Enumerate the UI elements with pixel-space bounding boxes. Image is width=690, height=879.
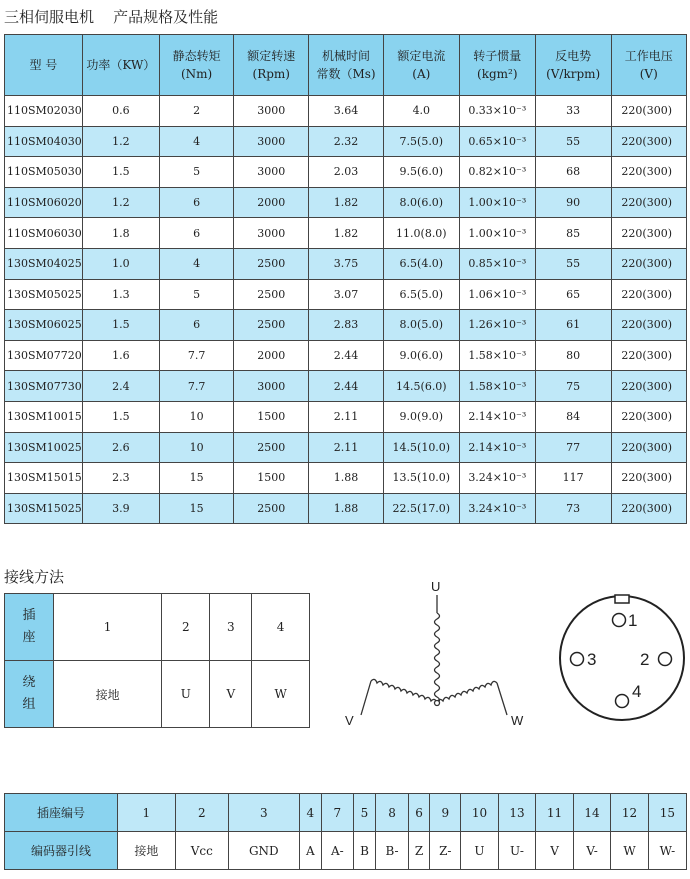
spec-cell: 1.06×10⁻³ xyxy=(459,279,535,310)
spec-cell: 6 xyxy=(159,187,233,218)
wiring-title: 接线方法 xyxy=(4,568,65,586)
spec-cell: 1.3 xyxy=(82,279,159,310)
spec-cell: 2.83 xyxy=(309,310,384,341)
spec-cell: 0.82×10⁻³ xyxy=(459,157,535,188)
spec-row xyxy=(5,187,687,218)
socket-cell: 2 xyxy=(162,594,210,661)
spec-row xyxy=(5,493,687,524)
spec-cell: 6 xyxy=(159,218,233,249)
spec-cell: 3.24×10⁻³ xyxy=(459,493,535,524)
socket-header-char-2: 座 xyxy=(22,630,36,645)
encoder-signal-cell: B xyxy=(353,832,376,870)
spec-cell: 8.0(6.0) xyxy=(383,187,459,218)
spec-cell: 80 xyxy=(535,340,611,371)
spec-cell: 3000 xyxy=(234,218,309,249)
spec-row xyxy=(5,279,687,310)
encoder-pin-cell: 9 xyxy=(430,794,461,832)
spec-header-line: 额定转速 xyxy=(247,49,296,63)
u-coil xyxy=(435,613,440,703)
spec-cell: 13.5(10.0) xyxy=(383,463,459,494)
spec-cell: 3.07 xyxy=(309,279,384,310)
spec-row xyxy=(5,96,687,127)
encoder-signal-cell: V xyxy=(536,832,574,870)
spec-cell: 11.0(8.0) xyxy=(383,218,459,249)
encoder-signal-header: 编码器引线 xyxy=(5,832,118,870)
spec-cell: 220(300) xyxy=(611,126,686,157)
spec-cell: 3.9 xyxy=(82,493,159,524)
spec-cell: 110SM06030 xyxy=(5,218,83,249)
spec-header-line: (Nm) xyxy=(181,67,213,81)
spec-cell: 33 xyxy=(535,96,611,127)
spec-cell: 130SM15025 xyxy=(5,493,83,524)
encoder-pin-cell: 6 xyxy=(408,794,430,832)
spec-header-cell xyxy=(459,35,535,96)
spec-cell: 7.7 xyxy=(159,340,233,371)
spec-row xyxy=(5,218,687,249)
spec-cell: 4 xyxy=(159,126,233,157)
spec-cell: 9.5(6.0) xyxy=(383,157,459,188)
spec-cell: 2 xyxy=(159,96,233,127)
spec-cell: 75 xyxy=(535,371,611,402)
encoder-pin-cell: 15 xyxy=(648,794,686,832)
spec-cell: 1.88 xyxy=(309,463,384,494)
spec-header-line: 机械时间 xyxy=(322,49,371,63)
encoder-pin-header: 插座编号 xyxy=(5,794,118,832)
spec-cell: 1.5 xyxy=(82,401,159,432)
encoder-pin-cell: 4 xyxy=(299,794,321,832)
spec-header-row xyxy=(5,35,687,96)
spec-cell: 130SM05025 xyxy=(5,279,83,310)
v-label: V xyxy=(345,713,354,728)
spec-cell: 15 xyxy=(159,493,233,524)
spec-header-line: 常数（Ms) xyxy=(316,67,376,81)
encoder-signal-cell: A xyxy=(299,832,321,870)
spec-header-cell xyxy=(535,35,611,96)
spec-cell: 3000 xyxy=(234,126,309,157)
wiring-table xyxy=(4,593,310,728)
spec-cell: 1.5 xyxy=(82,157,159,188)
spec-cell: 1.00×10⁻³ xyxy=(459,218,535,249)
spec-cell: 4.0 xyxy=(383,96,459,127)
encoder-pin-row xyxy=(5,794,687,832)
winding-row xyxy=(5,661,310,728)
spec-cell: 3.64 xyxy=(309,96,384,127)
spec-header-line: 额定电流 xyxy=(397,49,446,63)
spec-table xyxy=(4,34,687,524)
star-winding-diagram xyxy=(345,575,545,745)
spec-cell: 14.5(10.0) xyxy=(383,432,459,463)
spec-cell: 3.24×10⁻³ xyxy=(459,463,535,494)
spec-header-line: (kgm²) xyxy=(477,67,518,81)
spec-cell: 130SM10025 xyxy=(5,432,83,463)
spec-header-cell xyxy=(234,35,309,96)
spec-row xyxy=(5,463,687,494)
pin-3-hole xyxy=(571,653,584,666)
spec-cell: 220(300) xyxy=(611,493,686,524)
encoder-pin-cell: 3 xyxy=(228,794,299,832)
spec-cell: 8.0(5.0) xyxy=(383,310,459,341)
encoder-signal-cell: 接地 xyxy=(118,832,176,870)
encoder-pin-cell: 1 xyxy=(118,794,176,832)
spec-cell: 1.8 xyxy=(82,218,159,249)
spec-cell: 1.82 xyxy=(309,187,384,218)
spec-cell: 1.88 xyxy=(309,493,384,524)
spec-cell: 10 xyxy=(159,401,233,432)
spec-cell: 130SM04025 xyxy=(5,248,83,279)
spec-cell: 9.0(9.0) xyxy=(383,401,459,432)
spec-cell: 5 xyxy=(159,157,233,188)
spec-cell: 220(300) xyxy=(611,463,686,494)
spec-cell: 220(300) xyxy=(611,432,686,463)
spec-header-line: 工作电压 xyxy=(624,49,673,63)
socket-cell: 4 xyxy=(252,594,310,661)
encoder-signal-cell: U- xyxy=(498,832,536,870)
spec-cell: 2.44 xyxy=(309,340,384,371)
winding-cell: U xyxy=(162,661,210,728)
spec-cell: 3000 xyxy=(234,96,309,127)
spec-cell: 10 xyxy=(159,432,233,463)
winding-header xyxy=(5,661,54,728)
spec-cell: 110SM04030 xyxy=(5,126,83,157)
spec-cell: 1.58×10⁻³ xyxy=(459,340,535,371)
spec-cell: 2500 xyxy=(234,279,309,310)
encoder-pin-cell: 12 xyxy=(611,794,649,832)
spec-cell: 61 xyxy=(535,310,611,341)
encoder-table xyxy=(4,793,687,870)
winding-header-char-1: 绕 xyxy=(22,675,36,690)
spec-cell: 2500 xyxy=(234,432,309,463)
pin-2-label: 2 xyxy=(640,650,650,669)
spec-cell: 3000 xyxy=(234,157,309,188)
spec-cell: 220(300) xyxy=(611,310,686,341)
spec-cell: 2.3 xyxy=(82,463,159,494)
encoder-signal-cell: GND xyxy=(228,832,299,870)
spec-cell: 15 xyxy=(159,463,233,494)
spec-cell: 2.03 xyxy=(309,157,384,188)
winding-cell: 接地 xyxy=(54,661,162,728)
spec-cell: 14.5(6.0) xyxy=(383,371,459,402)
spec-cell: 110SM05030 xyxy=(5,157,83,188)
spec-cell: 110SM06020 xyxy=(5,187,83,218)
spec-header-line: (A) xyxy=(412,67,431,81)
spec-cell: 1.0 xyxy=(82,248,159,279)
spec-header-line: (V/krpm) xyxy=(546,67,601,81)
winding-header-char-2: 组 xyxy=(22,697,36,712)
spec-header-cell xyxy=(383,35,459,96)
spec-header-line: 静态转矩 xyxy=(172,49,221,63)
spec-cell: 73 xyxy=(535,493,611,524)
spec-cell: 7.5(5.0) xyxy=(383,126,459,157)
spec-cell: 6.5(5.0) xyxy=(383,279,459,310)
spec-cell: 2.6 xyxy=(82,432,159,463)
spec-cell: 0.65×10⁻³ xyxy=(459,126,535,157)
spec-cell: 117 xyxy=(535,463,611,494)
spec-cell: 68 xyxy=(535,157,611,188)
encoder-signal-cell: Z xyxy=(408,832,430,870)
spec-cell: 130SM07730 xyxy=(5,371,83,402)
spec-header-line: (Rpm) xyxy=(252,67,290,81)
w-coil xyxy=(437,681,497,703)
spec-cell: 65 xyxy=(535,279,611,310)
spec-row xyxy=(5,401,687,432)
spec-cell: 220(300) xyxy=(611,187,686,218)
spec-cell: 220(300) xyxy=(611,340,686,371)
spec-cell: 2.14×10⁻³ xyxy=(459,432,535,463)
spec-cell: 1.2 xyxy=(82,126,159,157)
connector-key xyxy=(615,595,629,603)
v-coil xyxy=(371,679,437,703)
encoder-pin-cell: 2 xyxy=(175,794,228,832)
spec-cell: 90 xyxy=(535,187,611,218)
v-lead xyxy=(361,681,371,715)
encoder-pin-cell: 14 xyxy=(573,794,611,832)
encoder-signal-cell: U xyxy=(461,832,499,870)
socket-header xyxy=(5,594,54,661)
spec-cell: 220(300) xyxy=(611,279,686,310)
spec-cell: 9.0(6.0) xyxy=(383,340,459,371)
spec-header-line: 型 号 xyxy=(29,58,58,72)
spec-cell: 1500 xyxy=(234,401,309,432)
spec-cell: 3000 xyxy=(234,371,309,402)
connector-pinout xyxy=(557,593,687,723)
encoder-signal-cell: B- xyxy=(376,832,409,870)
spec-cell: 2.11 xyxy=(309,401,384,432)
spec-cell: 110SM02030 xyxy=(5,96,83,127)
encoder-signal-cell: A- xyxy=(322,832,354,870)
spec-cell: 130SM07720 xyxy=(5,340,83,371)
spec-cell: 4 xyxy=(159,248,233,279)
pin-1-label: 1 xyxy=(628,611,638,630)
spec-cell: 1.2 xyxy=(82,187,159,218)
spec-title: 三相伺服电机 产品规格及性能 xyxy=(4,8,219,26)
socket-cell: 3 xyxy=(210,594,252,661)
spec-cell: 2000 xyxy=(234,187,309,218)
spec-row xyxy=(5,340,687,371)
spec-cell: 22.5(17.0) xyxy=(383,493,459,524)
spec-cell: 1500 xyxy=(234,463,309,494)
encoder-signal-cell: W xyxy=(611,832,649,870)
spec-cell: 2.11 xyxy=(309,432,384,463)
spec-cell: 2.44 xyxy=(309,371,384,402)
w-label: W xyxy=(511,713,524,728)
encoder-signal-cell: Vcc xyxy=(175,832,228,870)
encoder-pin-cell: 8 xyxy=(376,794,409,832)
spec-cell: 1.26×10⁻³ xyxy=(459,310,535,341)
spec-row xyxy=(5,371,687,402)
pin-4-label: 4 xyxy=(632,682,642,701)
spec-cell: 220(300) xyxy=(611,401,686,432)
spec-cell: 3.75 xyxy=(309,248,384,279)
spec-cell: 55 xyxy=(535,248,611,279)
w-lead xyxy=(497,683,507,715)
socket-header-char-1: 插 xyxy=(22,608,36,623)
spec-cell: 0.33×10⁻³ xyxy=(459,96,535,127)
spec-header-line: 功率（KW） xyxy=(86,58,156,72)
spec-cell: 1.00×10⁻³ xyxy=(459,187,535,218)
spec-cell: 84 xyxy=(535,401,611,432)
spec-cell: 2.4 xyxy=(82,371,159,402)
spec-cell: 1.5 xyxy=(82,310,159,341)
spec-cell: 130SM10015 xyxy=(5,401,83,432)
winding-cell: W xyxy=(252,661,310,728)
spec-row xyxy=(5,126,687,157)
spec-cell: 2000 xyxy=(234,340,309,371)
winding-cell: V xyxy=(210,661,252,728)
spec-cell: 0.85×10⁻³ xyxy=(459,248,535,279)
spec-cell: 2500 xyxy=(234,248,309,279)
spec-cell: 55 xyxy=(535,126,611,157)
spec-cell: 220(300) xyxy=(611,371,686,402)
spec-cell: 6.5(4.0) xyxy=(383,248,459,279)
pin-2-hole xyxy=(659,653,672,666)
spec-cell: 220(300) xyxy=(611,157,686,188)
socket-row xyxy=(5,594,310,661)
encoder-pin-cell: 7 xyxy=(322,794,354,832)
pin-3-label: 3 xyxy=(587,650,597,669)
encoder-pin-cell: 13 xyxy=(498,794,536,832)
spec-cell: 220(300) xyxy=(611,96,686,127)
spec-cell: 1.6 xyxy=(82,340,159,371)
spec-cell: 2500 xyxy=(234,493,309,524)
encoder-pin-cell: 10 xyxy=(461,794,499,832)
spec-row xyxy=(5,157,687,188)
spec-cell: 5 xyxy=(159,279,233,310)
spec-cell: 130SM15015 xyxy=(5,463,83,494)
spec-cell: 1.58×10⁻³ xyxy=(459,371,535,402)
spec-cell: 85 xyxy=(535,218,611,249)
spec-cell: 6 xyxy=(159,310,233,341)
u-label: U xyxy=(431,579,441,594)
spec-cell: 220(300) xyxy=(611,218,686,249)
spec-header-cell xyxy=(309,35,384,96)
encoder-signal-row xyxy=(5,832,687,870)
pin-1-hole xyxy=(613,614,626,627)
spec-header-line: 反电势 xyxy=(555,49,592,63)
spec-row xyxy=(5,432,687,463)
spec-cell: 2.32 xyxy=(309,126,384,157)
encoder-signal-cell: Z- xyxy=(430,832,461,870)
spec-row xyxy=(5,248,687,279)
pin-4-hole xyxy=(616,695,629,708)
spec-header-cell xyxy=(5,35,83,96)
star-node xyxy=(435,701,440,706)
spec-cell: 2.14×10⁻³ xyxy=(459,401,535,432)
spec-header-cell xyxy=(82,35,159,96)
spec-cell: 220(300) xyxy=(611,248,686,279)
encoder-signal-cell: W- xyxy=(648,832,686,870)
spec-cell: 77 xyxy=(535,432,611,463)
spec-header-line: (V) xyxy=(639,67,658,81)
spec-cell: 1.82 xyxy=(309,218,384,249)
spec-cell: 130SM06025 xyxy=(5,310,83,341)
spec-cell: 0.6 xyxy=(82,96,159,127)
socket-cell: 1 xyxy=(54,594,162,661)
encoder-pin-cell: 11 xyxy=(536,794,574,832)
spec-header-cell xyxy=(159,35,233,96)
encoder-signal-cell: V- xyxy=(573,832,611,870)
spec-cell: 7.7 xyxy=(159,371,233,402)
spec-cell: 2500 xyxy=(234,310,309,341)
spec-header-line: 转子惯量 xyxy=(473,49,522,63)
encoder-pin-cell: 5 xyxy=(353,794,376,832)
spec-row xyxy=(5,310,687,341)
spec-header-cell xyxy=(611,35,686,96)
